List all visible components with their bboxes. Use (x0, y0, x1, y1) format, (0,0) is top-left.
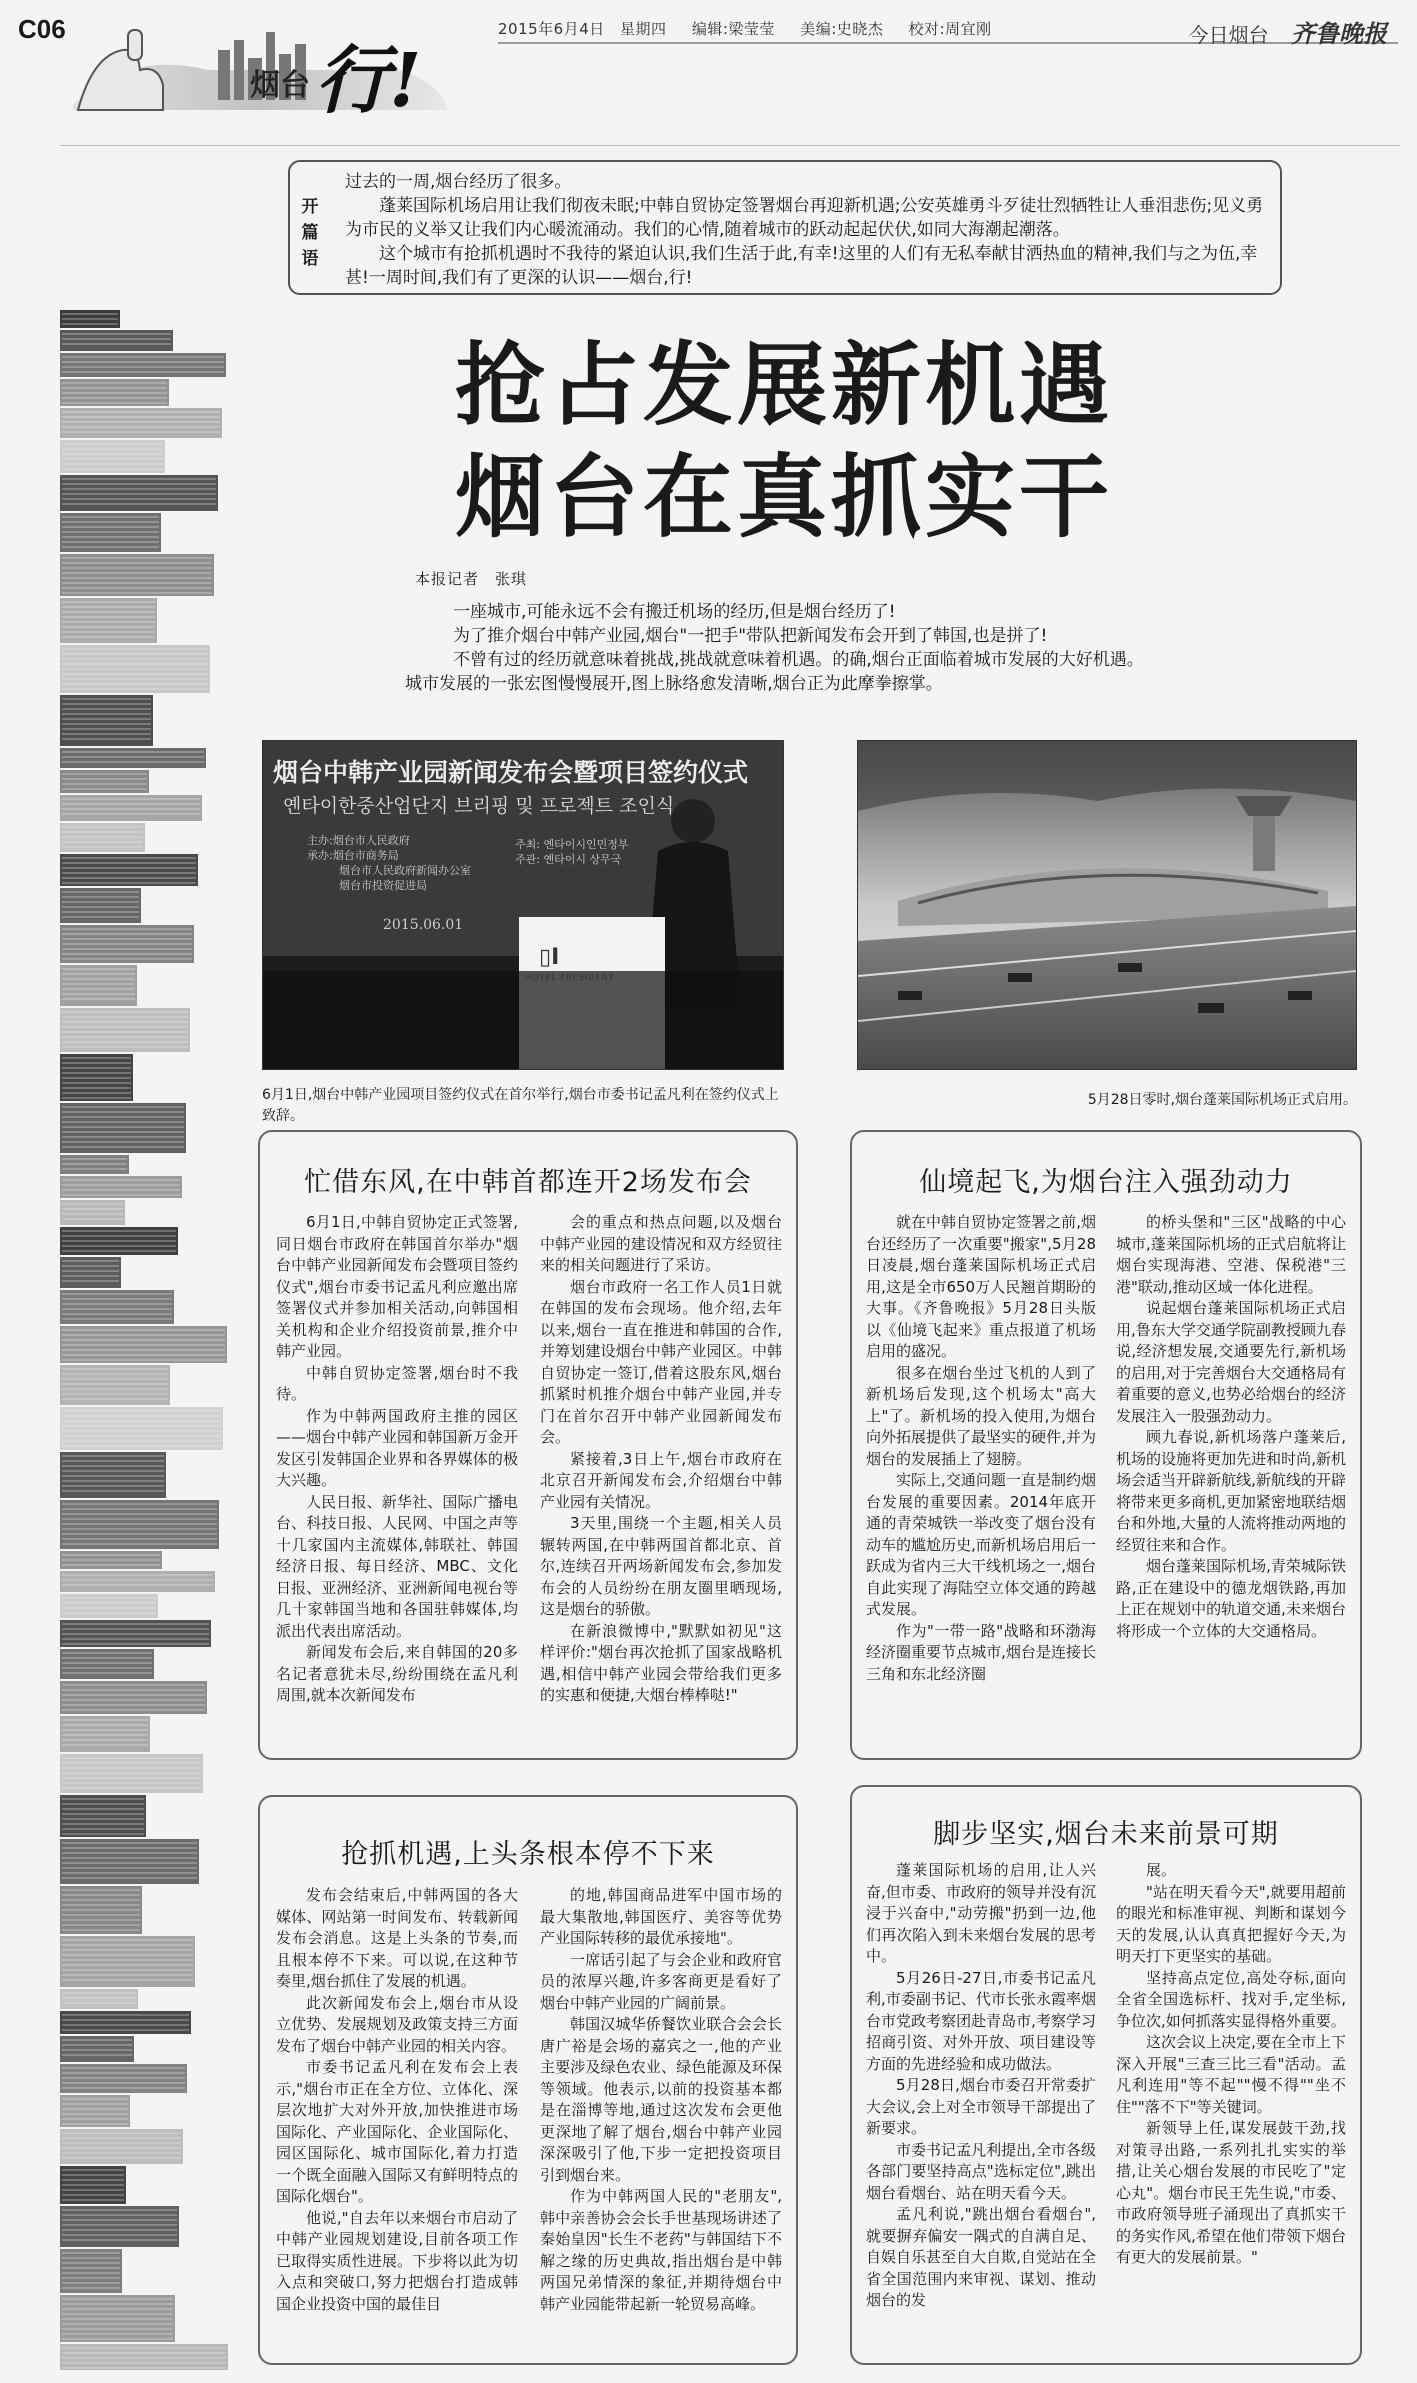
article-paragraph: 5月28日,烟台市委召开常委扩大会议,会上对全市领导干部提出了新要求。 (866, 2076, 1096, 2137)
editor-credit: 编辑:梁莹莹 (691, 20, 775, 38)
article-paragraph: 很多在烟台坐过飞机的人到了新机场后发现,这个机场太"高大上"了。新机场的投入使用,为烟台向外拓展提供了最坚实的硬件,并为烟台的发展插上了翅膀。 (866, 1363, 1096, 1468)
article-paragraph: 孟凡利说,"跳出烟台看烟台",就要摒弃偏安一隅式的自满自足、自娱自乐甚至自大自欺,自觉站在全省全国范围内来审视、谋划、推动烟台的发 (866, 2205, 1096, 2309)
main-headline (455, 330, 1235, 554)
article-paragraph: 5月26日-27日,市委书记孟凡利,市委副书记、代市长张永霞率烟台市党政考察团赴青岛市,考察学习招商引资、对外开放、项目建设等方面的先进经验和成功做法。 (866, 1968, 1096, 2073)
intro-paragraph: 过去的一周,烟台经历了很多。 (345, 172, 572, 192)
article-title: 仙境起飞,为烟台注入强劲动力 (919, 1167, 1293, 1198)
headline-line-2: 烟台在真抓实干 (455, 445, 1113, 550)
intro-paragraph: 蓬莱国际机场启用让我们彻夜未眠;中韩自贸协定签署烟台再迎新机遇;公安英雄勇斗歹徒壮烈牺牲让人垂泪悲伤;见义勇为市民的义举又让我们内心暖流涌动。我们的心情,随着城市的跃动起起伏伏,如同大海潮起潮落。 (345, 196, 1264, 240)
article-paragraph: 烟台市政府一名工作人员1日就在韩国的发布会现场。他介绍,去年以来,烟台一直在推进和韩国的合作,并筹划建设烟台中韩产业园区。中韩自贸协定一签订,借着这股东风,烟台抓紧时机推介烟台中韩产业园,并专门在首尔召开中韩产业园新闻发布会。 (540, 1277, 782, 1446)
page-number: C06 (18, 14, 66, 44)
article-paragraph: 说起烟台蓬莱国际机场正式启用,鲁东大学交通学院副教授顾九春说,经济想发展,交通要先行,新机场的启用,对于完善烟台大交通格局有着重要的意义,也势必给烟台的经济发展注入一股强劲动力。 (1116, 1299, 1346, 1425)
article-paragraph: 在新浪微博中,"默默如初见"这样评价:"烟台再次抢抓了国家战略机遇,相信中韩产业园会带给我们更多的实惠和便捷,大烟台棒棒哒!" (540, 1621, 782, 1704)
intro-paragraph: 这个城市有抢抓机遇时不我待的紧迫认识,我们生活于此,有幸!这里的人们有无私奉献甘洒热血的精神,我们与之为伍,幸甚!一周时间,我们有了更深的认识——烟台,行! (345, 244, 1258, 288)
article-column (540, 1212, 782, 1707)
article-body (866, 1212, 1346, 1685)
article-paragraph: 这次会议上决定,要在全市上下深入开展"三查三比三看"活动。孟凡利连用"等不起""慢不得""坐不住""落不下"等关键词。 (1116, 2033, 1346, 2116)
article-paragraph: 作为中韩两国政府主推的园区——烟台中韩产业园和韩国新万金开发区引发韩国企业界和各界媒体的极大兴趣。 (276, 1406, 518, 1489)
article-column (866, 1212, 1096, 1685)
article-paragraph: "站在明天看今天",就要用超前的眼光和标准审视、判断和谋划今天的发展,认认真真把握好今天,为明天打下更坚实的基础。 (1116, 1882, 1346, 1965)
article-paragraph: 的桥头堡和"三区"战略的中心城市,蓬莱国际机场的正式启航将让烟台实现海港、空港、保税港"三港"联动,推动区域一体化进程。 (1116, 1213, 1346, 1296)
article-title: 抢抓机遇,上头条根本停不下来 (341, 1839, 715, 1870)
podium-text: HOTEL PRESIDENT (525, 973, 615, 982)
article-column (1116, 1860, 1346, 2312)
header-info-line (498, 18, 992, 39)
podium-logo-icon: ▯I (539, 945, 560, 970)
article-paragraph: 坚持高点定位,高处夺标,面向全省全国选标杆、找对手,定坐标,争位次,如何抓落实显得格外重要。 (1116, 1968, 1346, 2030)
issue-date: 2015年6月4日 (498, 20, 605, 38)
article-column (276, 1885, 518, 2315)
lead-line: 为了推介烟台中韩产业园,烟台"一把手"带队把新闻发布会开到了韩国,也是拼了! (453, 626, 1048, 646)
article-body (866, 1860, 1346, 2312)
article-paragraph: 的地,韩国商品进军中国市场的最大集散地,韩国医疗、美容等优势产业国际转移的最优承接地"。 (540, 1886, 782, 1947)
article-paragraph: 一席话引起了与会企业和政府官员的浓厚兴趣,许多客商更是看好了烟台中韩产业园的广阔前景。 (540, 1950, 782, 2012)
byline: 本报记者 张琪 (415, 570, 528, 588)
banner-organizers-korean (515, 837, 628, 867)
banner-organizer-line: 主办:烟台市人民政府 (307, 834, 410, 847)
banner-title: 烟台中韩产业园新闻发布会暨项目签约仪式 (273, 758, 749, 787)
article-paragraph: 市委书记孟凡利提出,全市各级各部门要坚持高点"选标定位",跳出烟台看烟台、站在明天看今天。 (866, 2140, 1096, 2202)
article-title: 忙借东风,在中韩首都连开2场发布会 (304, 1167, 752, 1198)
article-column (866, 1860, 1096, 2312)
article-paragraph: 新领导上任,谋发展鼓干劲,找对策寻出路,一系列扎扎实实的举措,让关心烟台发展的市民吃了"定心丸"。烟台市民王先生说,"市委、市政府领导班子涌现出了真抓实干的务实作风,希望在他们带领下烟台有更大的发展前景。" (1116, 2119, 1346, 2266)
banner-organizer-line: 주최: 옌타이시인민정부 (515, 838, 629, 851)
article-paragraph: 韩国汉城华侨餐饮业联合会会长唐广裕是会场的嘉宾之一,他的产业主要涉及绿色农业、绿色能源及环保等领域。他表示,以前的投资基本都是在淄博等地,通过这次发布会更他更深地了解了烟台,烟台中韩产业园深深吸引了他,下步一定把投资项目引到烟台来。 (540, 2015, 782, 2184)
section-city-label: 烟台 (250, 68, 310, 103)
city-skyline-graphic (60, 310, 240, 2370)
lead-line: 不曾有过的经历就意味着挑战,挑战就意味着机遇。的确,烟台正面临着城市发展的大好机遇。 (453, 650, 1144, 670)
article-body (276, 1885, 782, 2315)
article-paragraph: 6月1日,中韩自贸协定正式签署,同日烟台市政府在韩国首尔举办"烟台中韩产业园新闻发布会暨项目签约仪式",烟台市委书记孟凡利应邀出席签署仪式并参加相关活动,向韩国相关机构和企业介绍投资前景,推介中韩产业园。 (276, 1213, 518, 1360)
photo-caption: 5月28日零时,烟台蓬莱国际机场正式启用。 (1087, 1092, 1357, 1108)
article-title: 脚步坚实,烟台未来前景可期 (933, 1819, 1279, 1850)
newspaper-logo: 齐鲁晚报 (1291, 19, 1387, 48)
article-paragraph: 实际上,交通问题一直是制约烟台发展的重要因素。2014年底开通的青荣城铁一举改变了烟台没有动车的尴尬历史,而新机场启用后一跃成为省内三大干线机场之一,烟台自此实现了海陆空立体交通的跨越式发展。 (866, 1471, 1096, 1618)
issue-weekday: 星期四 (620, 20, 667, 38)
header-divider (60, 145, 1400, 146)
banner-korean-title: 옌타이한중산업단지 브리핑 및 프로젝트 조인식 (283, 795, 675, 817)
article-column (276, 1212, 518, 1707)
article-paragraph: 3天里,围绕一个主题,相关人员辗转两国,在中韩两国首都北京、首尔,连续召开两场新闻发布会,参加发布会的人员纷纷在朋友圈里晒现场,这是烟台的骄傲。 (540, 1514, 782, 1618)
header-right (1189, 14, 1387, 49)
article-paragraph: 新闻发布会后,来自韩国的20多名记者意犹未尽,纷纷围绕在孟凡利周围,就本次新闻发布 (276, 1643, 518, 1704)
article-paragraph: 人民日报、新华社、国际广播电台、科技日报、人民网、中国之声等十几家国内主流媒体,韩联社、韩国经济日报、每日经济、MBC、文化日报、亚洲经济、亚洲新闻电视台等几十家韩国当地和各国驻韩媒体,均派出代表出席活动。 (276, 1492, 518, 1640)
airport-photo (857, 740, 1357, 1070)
lead-paragraphs (405, 600, 1305, 696)
banner-organizer-line: 주관: 옌타이시 상무국 (515, 853, 622, 866)
article-paragraph: 烟台蓬莱国际机场,青荣城际铁路,正在建设中的德龙烟铁路,再加上正在规划中的轨道交通,未来烟台将形成一个立体的大交通格局。 (1116, 1557, 1346, 1640)
intro-text (345, 170, 1270, 290)
lead-line: 城市发展的一张宏图慢慢展开,图上脉络愈发清晰,烟台正为此摩拳擦掌。 (405, 674, 943, 694)
article-paragraph: 作为"一带一路"战略和环渤海经济圈重要节点城市,烟台是连接长三角和东北经济圈 (866, 1621, 1096, 1683)
article-paragraph: 作为中韩两国人民的"老朋友",韩中亲善协会会长手世基现场讲述了秦始皇因"长生不老药"与韩国结下不解之缘的历史典故,指出烟台是中韩两国兄弟情深的象征,并期待烟台中韩产业园能带起新一轮贸易高峰。 (540, 2187, 782, 2313)
lead-line: 一座城市,可能永远不会有搬迁机场的经历,但是烟台经历了! (453, 602, 896, 622)
article-paragraph: 此次新闻发布会上,烟台市从设立优势、发展规划及政策支持三方面发布了烟台中韩产业园的相关内容。 (276, 1993, 518, 2055)
article-body (276, 1212, 782, 1707)
art-editor-credit: 美编:史晓杰 (800, 20, 884, 38)
intro-label: 开篇语 (301, 197, 319, 269)
headline-line-1: 抢占发展新机遇 (455, 333, 1113, 438)
article-paragraph: 展。 (1146, 1861, 1177, 1879)
banner-organizer-line: 烟台市投资促进局 (339, 879, 427, 892)
article-paragraph: 就在中韩自贸协定签署之前,烟台还经历了一次重要"搬家",5月28日凌晨,烟台蓬莱国际机场正式启用,这是全市650万人民翘首期盼的大事。《齐鲁晚报》5月28日头版以《仙境飞起来》重点报道了机场启用的盛况。 (866, 1213, 1096, 1360)
banner-date: 2015.06.01 (383, 917, 464, 933)
article-column (1116, 1212, 1346, 1685)
section-title: 行! (315, 38, 422, 124)
photo-caption: 6月1日,烟台中韩产业园项目签约仪式在首尔举行,烟台市委书记孟凡利在签约仪式上致辞。 (262, 1087, 779, 1124)
article-paragraph: 他说,"自去年以来烟台市启动了中韩产业园规划建设,目前各项工作已取得实质性进展。下步将以此为切入点和突破口,努力把烟台打造成韩国企业投资中国的最佳目 (276, 2208, 518, 2313)
banner-organizer-line: 烟台市人民政府新闻办公室 (339, 864, 471, 877)
press-conference-photo (262, 740, 784, 1070)
article-paragraph: 会的重点和热点问题,以及烟台中韩产业园的建设情况和双方经贸往来的相关问题进行了采访。 (540, 1213, 782, 1274)
banner-organizers (307, 833, 471, 893)
article-paragraph: 中韩自贸协定签署,烟台时不我待。 (276, 1363, 518, 1403)
article-paragraph: 顾九春说,新机场落户蓬莱后,机场的设施将更加先进和时尚,新机场会适当开辟新航线,新航线的开辟将带来更多商机,更加紧密地联结烟台和外地,大量的人流将推动两地的经贸往来和合作。 (1116, 1428, 1346, 1554)
proofreader-credit: 校对:周宜刚 (908, 20, 992, 38)
article-paragraph: 蓬莱国际机场的启用,让人兴奋,但市委、市政府的领导并没有沉浸于兴奋中,"动劳搬"扔到一边,他们再次陷入到未来烟台发展的思考中。 (866, 1861, 1096, 1965)
banner-organizer-line: 承办:烟台市商务局 (307, 849, 399, 862)
article-paragraph: 紧接着,3日上午,烟台市政府在北京召开新闻发布会,介绍烟台中韩产业园有关情况。 (540, 1449, 782, 1511)
article-column (540, 1885, 782, 2315)
article-paragraph: 市委书记孟凡利在发布会上表示,"烟台市正在全方位、立体化、深层次地扩大对外开放,加快推进市场国际化、产业国际化、企业国际化、园区国际化、城市国际化,着力打造一个既全面融入国际又有鲜明特点的国际化烟台"。 (276, 2058, 518, 2205)
article-paragraph: 发布会结束后,中韩两国的各大媒体、网站第一时间发布、转载新闻发布会消息。这是上头条的节奏,而且根本停不下来。可以说,在这种节奏里,烟台抓住了发展的机遇。 (276, 1886, 518, 1990)
column-name: 今日烟台 (1188, 23, 1269, 47)
